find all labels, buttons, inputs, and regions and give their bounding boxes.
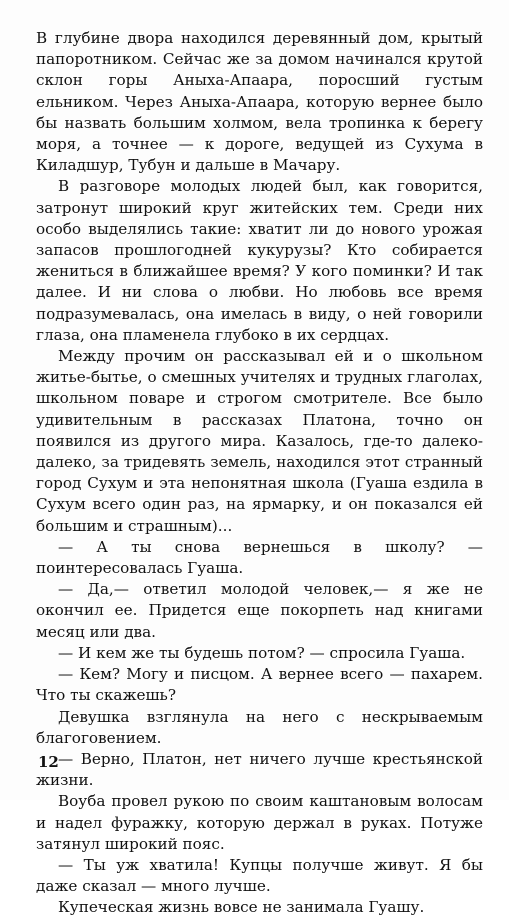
paragraph-10: Воуба провел рукою по своим каштановым волосам и надел фуражку, которую держал в руках. Потуже затянул широкий пояс. [36, 792, 483, 853]
paragraph-8: Девушка взглянула на него с нескрываемым благоговением. [36, 707, 483, 747]
page-body-text [36, 28, 483, 919]
paragraph-6-dialogue: — И кем же ты будешь потом? — спросила Гуаша. [58, 643, 466, 662]
paragraph-5-dialogue: — Да,— ответил молодой человек,— я же не окончил ее. Придется еще покорпеть над книгами месяц или два. [36, 580, 483, 641]
paragraph-1: В глубине двора находился деревянный дом, крытый папоротником. Сейчас же за домом начинался крутой склон горы Аныха-Апаара, поросший густым ельником. Через Аныха-Апаара, которую вернее было бы назвать большим холмом, вела тропинка к берегу моря, а точнее — к дороге, ведущей из Сухума в Киладшур, Тубун и дальше в Мачару. [36, 29, 483, 175]
page-number: 12 [38, 753, 59, 771]
paragraph-7-dialogue: — Кем? Могу и писцом. А вернее всего — пахарем. Что ты скажешь? [36, 665, 483, 705]
paragraph-3: Между прочим он рассказывал ей и о школьном житье-бытье, о смешных учителях и трудных глаголах, школьном поваре и строгом смотрителе. Все было удивительным в рассказах Платона, точно он появился из другого мира. Казалось, где-то далеко-далеко, за тридевять земель, находился этот странный город Сухум и эта непонятная школа (Гуаша ездила в Сухум всего один раз, на ярмарку, и он показался ей большим и страшным)... [36, 347, 483, 535]
paragraph-12: Купеческая жизнь вовсе не занимала Гуашу. [58, 898, 425, 917]
paragraph-11-dialogue: — Ты уж хватила! Купцы получше живут. Я бы даже сказал — много лучше. [36, 855, 483, 896]
paragraph-9-dialogue: — Верно, Платон, нет ничего лучше крестьянской жизни. [36, 749, 483, 790]
paragraph-2: В разговоре молодых людей был, как говорится, затронут широкий круг житейских тем. Среди них особо выделялись такие: хватит ли до нового урожая запасов прошлогодней кукурузы? Кто собирается жениться в ближайшее время? У кого поминки? И так далее. И ни слова о любви. Но любовь все время подразумевалась, она имелась в виду, о ней говорили глаза, она пламенела глубоко в их сердцах. [36, 177, 483, 344]
paragraph-4-dialogue: — А ты снова вернешься в школу? — поинтересовалась Гуаша. [36, 537, 483, 578]
